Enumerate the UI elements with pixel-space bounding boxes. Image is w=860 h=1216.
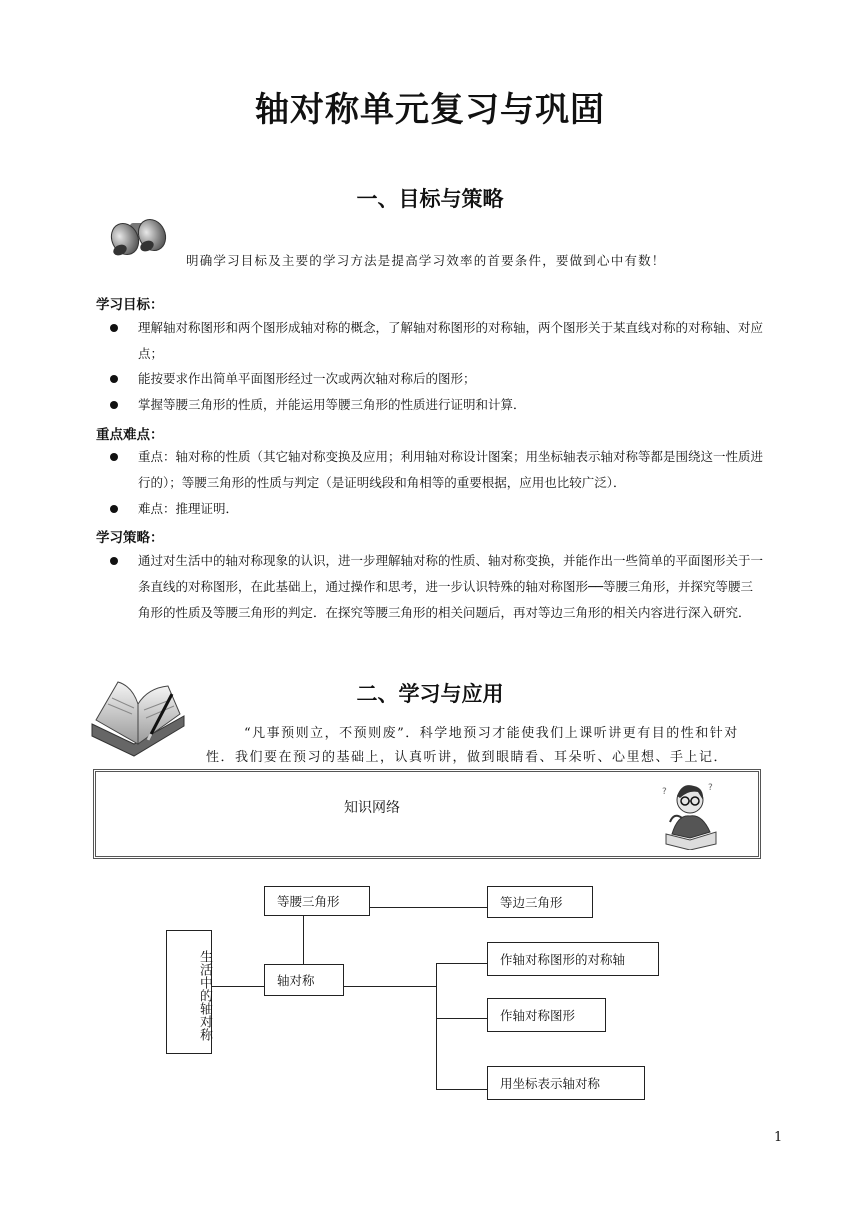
section2-heading: 二、学习与应用 [356, 682, 504, 706]
svg-text:?: ? [662, 787, 667, 797]
binoculars-icon [108, 213, 170, 263]
strategy-line2: 条直线的对称图形，在此基础上，通过操作和思考，进一步认识特殊的轴对称图形──等腰三角形，并探究等腰三 [138, 579, 754, 594]
page-number: 1 [774, 1130, 783, 1145]
goal-item-1-line2: 点； [138, 346, 164, 361]
node-axial-symmetry: 轴对称 [264, 964, 344, 996]
goal-item-1-line1: 理解轴对称图形和两个图形成轴对称的概念，了解轴对称图形的对称轴，两个图形关于某直线对称的对称轴、对应 [138, 320, 764, 335]
connector-line [436, 963, 487, 964]
goal-item-2: 能按要求作出简单平面图形经过一次或两次轴对称后的图形； [138, 371, 476, 386]
key-item-1 [138, 444, 788, 496]
bullet-dot [110, 557, 118, 565]
goal-item-3: 掌握等腰三角形的性质，并能运用等腰三角形的性质进行证明和计算． [138, 397, 526, 412]
strategy-line3: 角形的性质及等腰三角形的判定．在探究等腰三角形的相关问题后，再对等边三角形的相关内容进行深入研究． [138, 605, 751, 620]
goal-item-1 [138, 315, 788, 367]
goals-label: 学习目标： [96, 297, 164, 313]
quote-line2: 性．我们要在预习的基础上，认真听讲，做到眼睛看、耳朵听、心里想、手上记． [206, 750, 729, 765]
node-coordinates: 用坐标表示轴对称 [487, 1066, 645, 1100]
node-draw-axis: 作轴对称图形的对称轴 [487, 942, 659, 976]
connector-line [436, 963, 437, 1089]
key-item-2: 难点：推理证明． [138, 501, 239, 516]
section1-heading: 一、目标与策略 [356, 187, 504, 211]
knowledge-network-label: 知识网络 [344, 800, 400, 816]
node-root: 生活中的轴对称 [166, 930, 212, 1054]
bullet-dot [110, 375, 118, 383]
connector-line [370, 907, 487, 908]
open-book-pen-icon [88, 674, 188, 760]
key-item-1-line1: 重点：轴对称的性质（其它轴对称变换及应用；利用轴对称设计图案；用坐标轴表示轴对称等都是围绕这一性质进 [138, 449, 764, 464]
node-isosceles-triangle: 等腰三角形 [264, 886, 370, 916]
connector-line [436, 1018, 487, 1019]
bullet-dot [110, 453, 118, 461]
strategy-line1: 通过对生活中的轴对称现象的认识，进一步理解轴对称的性质、轴对称变换，并能作出一些简单的平面图形关于一 [138, 553, 764, 568]
key-item-1-line2: 行的）；等腰三角形的性质与判定（是证明线段和角相等的重要根据，应用也比较广泛）． [138, 475, 626, 490]
page-title: 轴对称单元复习与巩固 [255, 90, 605, 130]
bullet-dot [110, 324, 118, 332]
quote-line1: “凡事预则立，不预则废”．科学地预习才能使我们上课听讲更有目的性和针对 [244, 726, 739, 741]
connector-line [344, 986, 436, 987]
strategy-item [138, 548, 788, 626]
key-points-label: 重点难点： [96, 427, 164, 443]
strategy-label: 学习策略： [96, 530, 164, 546]
node-equilateral-triangle: 等边三角形 [487, 886, 593, 918]
node-draw-figure: 作轴对称图形 [487, 998, 606, 1032]
svg-text:?: ? [708, 783, 713, 793]
bullet-dot [110, 505, 118, 513]
section1-intro: 明确学习目标及主要的学习方法是提高学习效率的首要条件，要做到心中有数！ [186, 253, 666, 268]
connector-line [303, 916, 304, 964]
connector-line [436, 1089, 487, 1090]
bullet-dot [110, 401, 118, 409]
connector-line [212, 986, 264, 987]
reading-student-icon [660, 778, 720, 850]
